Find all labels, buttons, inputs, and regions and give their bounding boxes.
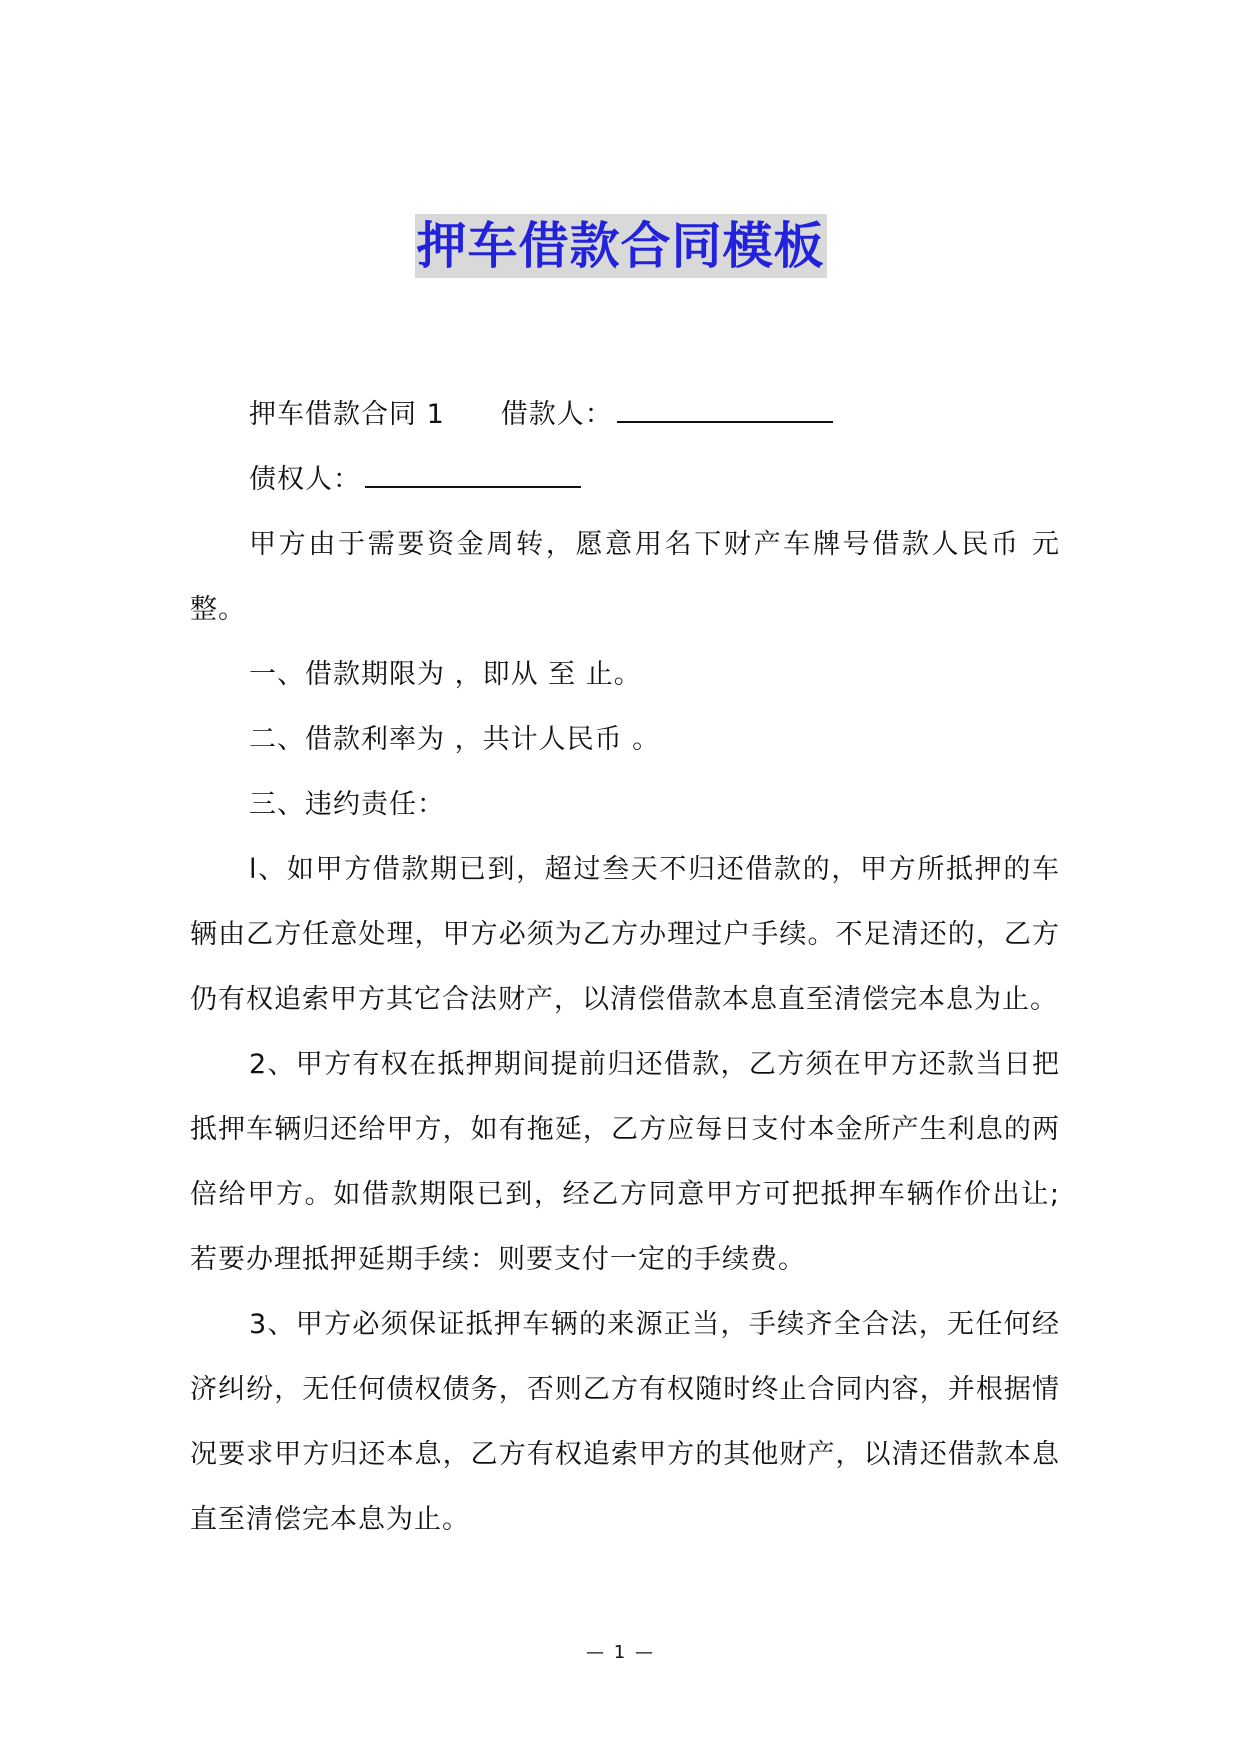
document-title: 押车借款合同模板 — [415, 214, 827, 278]
paragraph-intro: 甲方由于需要资金周转，愿意用名下财产车牌号借款人民币 元整。 — [190, 529, 1060, 625]
paragraph-rate: 二、借款利率为 ，共计人民币 。 — [249, 724, 661, 755]
creditor-label: 债权人： — [249, 464, 361, 495]
paragraph-breach-heading: 三、违约责任： — [249, 789, 445, 820]
creditor-line — [190, 447, 1060, 512]
paragraph-clause-3: 3、甲方必须保证抵押车辆的来源正当，手续齐全合法，无任何经济纠纷，无任何债权债务，否则乙方有权随时终止合同内容，并根据情况要求甲方归还本息，乙方有权追索甲方的其他财产，以清还借款本息直至清偿完本息为止。 — [190, 1309, 1060, 1535]
contract-heading: 押车借款合同 1 — [249, 399, 445, 430]
title-wrapper — [0, 214, 1241, 278]
paragraph-term: 一、借款期限为 ，即从 至 止。 — [249, 659, 642, 690]
creditor-blank-line — [365, 466, 581, 488]
header-line — [190, 382, 1060, 447]
paragraph-clause-2: 2、甲方有权在抵押期间提前归还借款，乙方须在甲方还款当日把抵押车辆归还给甲方，如有拖延，乙方应每日支付本金所产生利息的两倍给甲方。如借款期限已到，经乙方同意甲方可把抵押车辆作价出让;若要办理抵押延期手续：则要支付一定的手续费。 — [190, 1049, 1060, 1275]
borrower-label: 借款人： — [500, 399, 613, 430]
page-number: — 1 — — [586, 1642, 655, 1663]
paragraph-clause-1: l、如甲方借款期已到，超过叁天不归还借款的，甲方所抵押的车辆由乙方任意处理，甲方必须为乙方办理过户手续。不足清还的，乙方仍有权追索甲方其它合法财产，以清偿借款本息直至清偿完本息为止。 — [190, 854, 1060, 1015]
borrower-blank-line — [617, 401, 833, 423]
document-body — [190, 382, 1060, 1552]
